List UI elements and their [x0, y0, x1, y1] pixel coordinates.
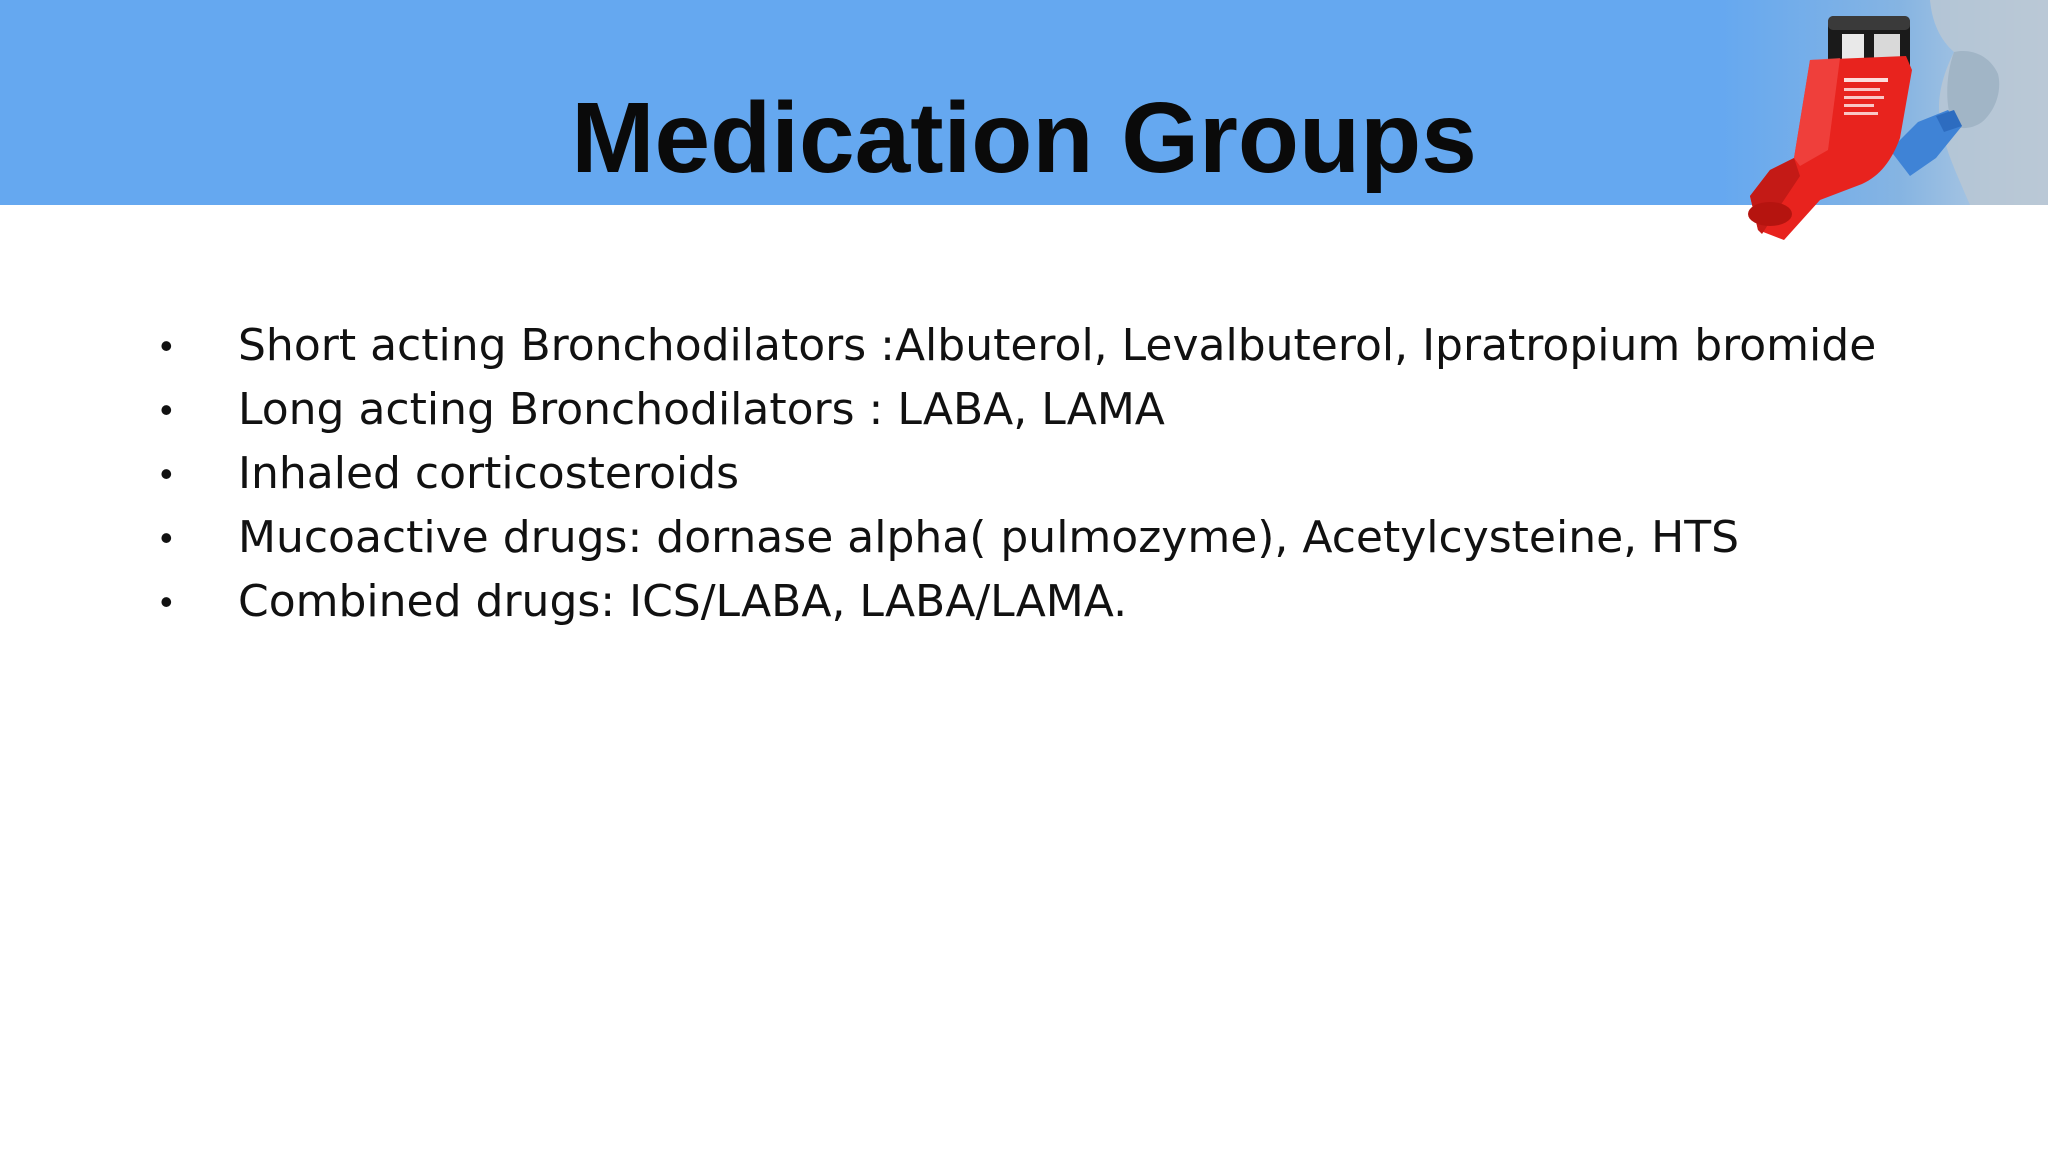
- bullet-item: [152, 570, 1876, 634]
- bullet-dot-icon: •: [160, 581, 173, 622]
- bullet-text: Inhaled corticosteroids: [238, 448, 740, 499]
- bullet-item: [152, 442, 1876, 506]
- bullet-item: [152, 506, 1876, 570]
- slide-title: Medication Groups: [571, 82, 1477, 194]
- bullet-dot-icon: •: [160, 453, 173, 494]
- bullet-text: Combined drugs: ICS/LABA, LABA/LAMA.: [238, 576, 1128, 627]
- bullet-text: Short acting Bronchodilators :Albuterol, Levalbuterol, Ipratropium bromide: [238, 320, 1877, 371]
- bullet-dot-icon: •: [160, 325, 173, 366]
- bullet-text: Long acting Bronchodilators : LABA, LAMA: [238, 384, 1165, 435]
- bullet-list: [152, 314, 1876, 634]
- bullet-item: [152, 378, 1876, 442]
- bullet-dot-icon: •: [160, 517, 173, 558]
- bullet-dot-icon: •: [160, 389, 173, 430]
- bullet-text: Mucoactive drugs: dornase alpha( pulmozyme), Acetylcysteine, HTS: [238, 512, 1740, 563]
- bullet-item: [152, 314, 1876, 378]
